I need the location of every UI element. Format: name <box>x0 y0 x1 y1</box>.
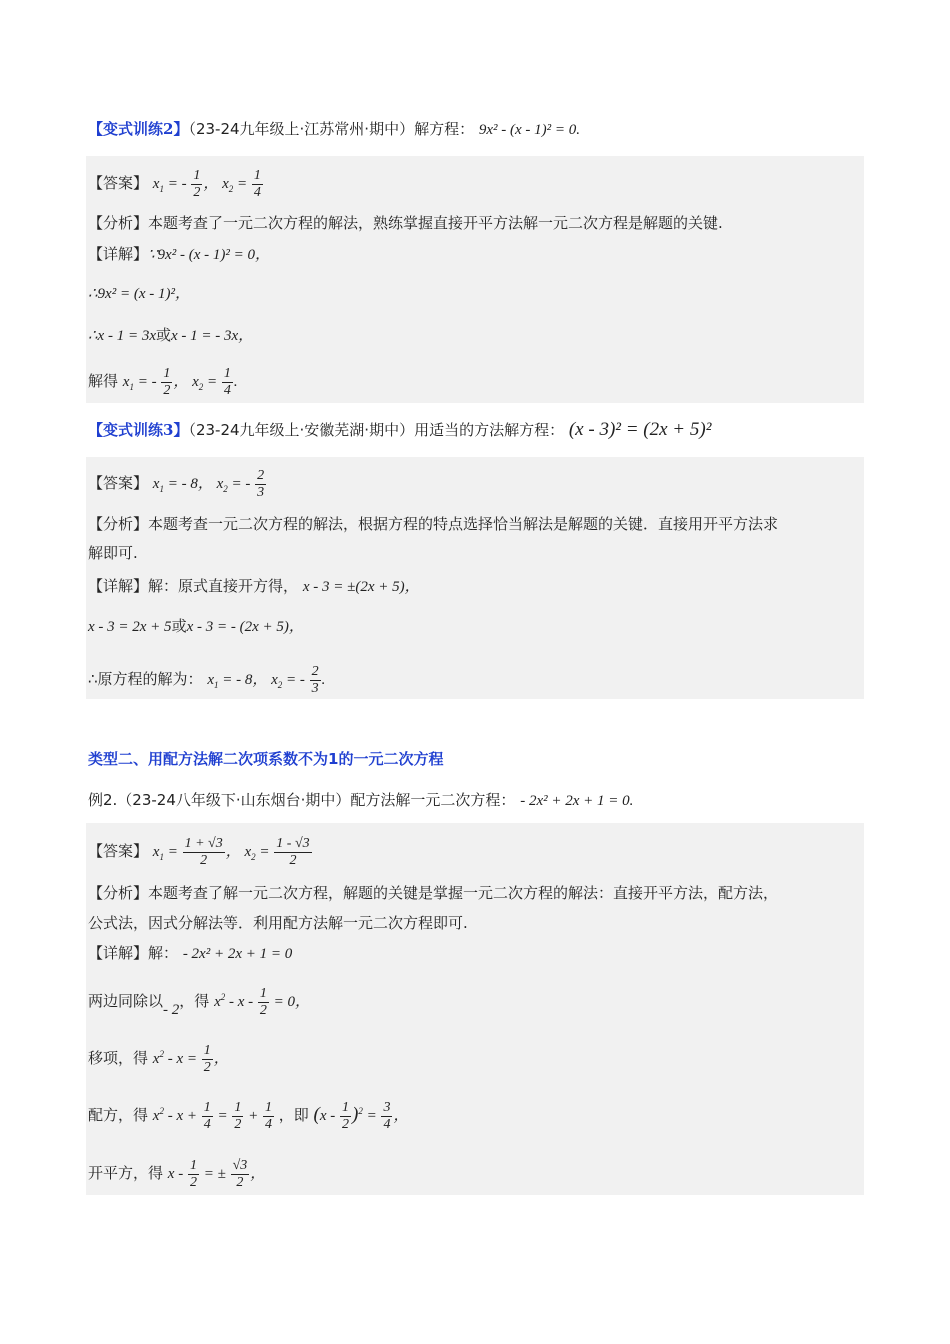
example-2-answer-label: 【答案】 <box>88 841 149 860</box>
exercise-2-detail-label: 【详解】 <box>88 245 149 263</box>
exercise-3-answer: $x_1$ = - 8， $x_2$ = - $\frac{2}{3}$ <box>152 468 265 500</box>
exercise-2-step-3a: ∴x - 1 = 3x <box>88 328 156 344</box>
example-2-moved-equation: $x^2$ - x = $\frac{1}{2}$ ， <box>152 1043 229 1076</box>
exercise-3-or: 或 <box>171 617 187 635</box>
example-2-divided-equation: $x^2$ - x - $\frac{1}{2}$ = 0， <box>214 986 311 1019</box>
exercise-2-answer: $x_1$ = - $\frac{1}{2}$ ， $x_2$ = $\frac{1}{4}$ <box>152 168 261 200</box>
exercise-3-detail-2a: x - 3 = 2x + 5 <box>88 619 172 635</box>
example-2-step-sqrt: 开平方，得 <box>88 1163 164 1182</box>
example-2-step-move: 移项，得 <box>88 1049 149 1067</box>
example-2-detail-label: 【详解】 <box>88 944 149 962</box>
example-2-equation: - 2x² + 2x + 1 = 0. <box>520 793 634 809</box>
example-2-square-form: (x - $\frac{1}{2}$ )$^2$ = $\frac{3}{4}$ ， <box>313 1100 409 1133</box>
exercise-3-analysis-line-2: 解即可. <box>88 544 138 562</box>
example-2-title: 例2.（23-24八年级下·山东烟台·期中）配方法解一元二次方程： <box>88 791 516 809</box>
exercise-2-or: 或 <box>155 326 171 344</box>
example-2-sqrt-equation: x - $\frac{1}{2}$ = ± $\frac{√3}{2}$ ， <box>167 1158 266 1190</box>
example-2-namely: ，即 <box>278 1106 309 1124</box>
exercise-2-answer-label: 【答案】 <box>88 173 149 192</box>
exercise-3-equation: (x - 3)² = (2x + 5)² <box>568 419 712 440</box>
exercise-2-solution: $x_1$ = - $\frac{1}{2}$ ， $x_2$ = $\frac{1}{4}$ . <box>122 366 238 398</box>
exercise-3-detail-2b: x - 3 = - (2x + 5)， <box>186 619 304 635</box>
example-2-divisor: - 2 <box>163 1002 180 1018</box>
example-2-analysis-line-1: 本题考查了解一元二次方程，解题的关键是掌握一元二次方程的解法：直接开平方法，配方法， <box>148 884 779 902</box>
exercise-2-source: （23-24九年级上·江苏常州·期中）解方程： <box>188 120 475 138</box>
exercise-3-analysis-label: 【分析】 <box>88 515 149 533</box>
exercise-3-source: （23-24九年级上·安徽芜湖·期中）用适当的方法解方程： <box>188 421 565 439</box>
exercise-3-analysis-line-1: 本题考查一元二次方程的解法，根据方程的特点选择恰当解法是解题的关键．直接用开平方法求 <box>148 515 779 533</box>
exercise-2-analysis-label: 【分析】 <box>88 214 149 232</box>
exercise-3-detail-label: 【详解】 <box>88 577 149 595</box>
example-2-get: ，得 <box>179 992 210 1010</box>
example-2-step-complete: 配方，得 <box>88 1106 149 1124</box>
section-heading: 类型二、用配方法解二次项系数不为1的一元二次方程 <box>88 750 444 768</box>
exercise-3-answer-label: 【答案】 <box>88 473 149 492</box>
exercise-2-step-2: ∴9x² = (x - 1)²， <box>88 286 190 302</box>
example-2-completed-equation: $x^2$ - x + $\frac{1}{4}$ = $\frac{1}{2}$ + $\frac{1}{4}$ <box>152 1100 272 1133</box>
exercise-2-equation: 9x² - (x - 1)² = 0. <box>478 122 581 138</box>
exercise-2-analysis: 本题考查了一元二次方程的解法，熟练掌握直接开平方法解一元二次方程是解题的关键. <box>148 214 723 232</box>
example-2-step-divide: 两边同除以 <box>88 992 164 1010</box>
exercise-2-tag: 【变式训练2】 <box>88 120 189 138</box>
exercise-3-detail-1-equation: x - 3 = ±(2x + 5)， <box>302 579 420 595</box>
example-2-analysis-label: 【分析】 <box>88 884 149 902</box>
exercise-3-detail-1: 解：原式直接开方得， <box>148 577 299 595</box>
example-2-answer: $x_1$ = $\frac{1 + √3}{2}$ ， $x_2$ = $\frac{1 - √3}{2}$ <box>152 836 310 868</box>
exercise-3-detail-3: ∴原方程的解为： <box>88 669 203 688</box>
exercise-2-solve-label: 解得 <box>88 371 119 390</box>
example-2-detail-1: 解： <box>148 944 179 962</box>
exercise-2-step-1: ∵9x² - (x - 1)² = 0， <box>148 247 270 263</box>
exercise-3-solution: $x_1$ = - 8， $x_2$ = - $\frac{2}{3}$ . <box>207 664 326 696</box>
exercise-3-tag: 【变式训练3】 <box>88 421 189 439</box>
exercise-2-step-3b: x - 1 = - 3x， <box>171 328 254 344</box>
example-2-analysis-line-2: 公式法，因式分解法等．利用配方法解一元二次方程即可. <box>88 914 468 932</box>
example-2-detail-1-equation: - 2x² + 2x + 1 = 0 <box>182 946 293 962</box>
